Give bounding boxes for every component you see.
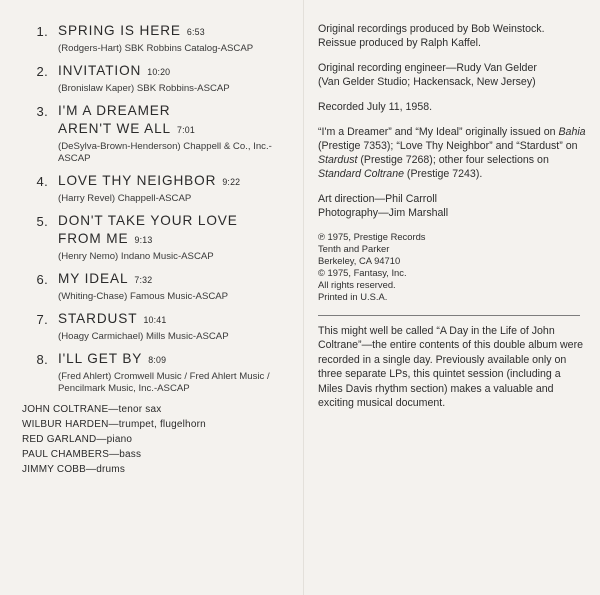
personnel-item: PAUL CHAMBERS—bass — [22, 449, 142, 460]
track-title: INVITATION — [58, 63, 142, 78]
recording-date — [318, 100, 588, 114]
track-time: 10:41 — [143, 315, 167, 325]
track-item — [22, 350, 292, 395]
track-credit: (DeSylva-Brown-Henderson) Chappell & Co., Inc.-ASCAP — [58, 141, 272, 164]
track-number: 2. — [36, 64, 48, 79]
issue-paragraph — [318, 125, 588, 181]
personnel-item: WILBUR HARDEN—trumpet, flugelhorn — [22, 419, 206, 430]
track-title: STARDUST — [58, 311, 138, 326]
recorded-line: Recorded July 11, 1958. — [318, 101, 433, 113]
track-title: SPRING IS HERE — [58, 23, 181, 38]
album-title-stardust: Stardust — [318, 154, 358, 166]
legal-line: © 1975, Fantasy, Inc. — [318, 267, 407, 278]
track-title: DON'T TAKE YOUR LOVE FROM ME — [58, 213, 238, 246]
personnel-item: JIMMY COBB—drums — [22, 464, 126, 475]
legal-line: All rights reserved. — [318, 279, 396, 290]
track-item — [22, 270, 292, 303]
track-credit: (Bronislaw Kaper) SBK Robbins-ASCAP — [58, 83, 230, 94]
personnel-list — [22, 402, 292, 477]
track-number: 4. — [36, 174, 48, 189]
track-credit: (Henry Nemo) Indano Music-ASCAP — [58, 251, 214, 262]
track-number: 5. — [36, 214, 48, 229]
engineer-line: Original recording engineer—Rudy Van Gelder — [318, 62, 537, 74]
engineer-credits — [318, 61, 588, 89]
track-time: 8:09 — [148, 355, 167, 365]
studio-line: (Van Gelder Studio; Hackensack, New Jersey) — [318, 76, 536, 88]
issue-text: (Prestige 7353); “Love Thy Neighbor” and “Stardust” on — [318, 140, 578, 152]
credits-column — [318, 22, 588, 410]
art-direction-line: Art direction—Phil Carroll — [318, 193, 437, 205]
issue-text: (Prestige 7243). — [403, 168, 483, 180]
track-item — [22, 212, 292, 263]
producer-line: Original recordings produced by Bob Weinstock. — [318, 23, 545, 35]
track-credit: (Whiting-Chase) Famous Music-ASCAP — [58, 291, 229, 302]
personnel-item: JOHN COLTRANE—tenor sax — [22, 404, 162, 415]
page-fold — [303, 0, 304, 595]
track-time: 6:53 — [186, 27, 205, 37]
notes-paragraph: This might well be called “A Day in the Life of John Coltrane”—the entire contents of this double album were recorded in a single day. Previously available only on three separate LPs, this quintet session (including a Miles Davis rhythm section) makes a valuable and exciting musical document. — [318, 325, 583, 410]
track-time: 9:22 — [222, 177, 241, 187]
track-title: I'LL GET BY — [58, 351, 143, 366]
track-number: 6. — [36, 272, 48, 287]
photography-line: Photography—Jim Marshall — [318, 207, 449, 219]
track-number: 1. — [36, 24, 48, 39]
album-notes — [318, 324, 588, 410]
track-time: 9:13 — [134, 235, 153, 245]
album-title-standard-coltrane: Standard Coltrane — [318, 168, 404, 180]
design-credits — [318, 192, 588, 220]
track-credit: (Rodgers-Hart) SBK Robbins Catalog-ASCAP — [58, 43, 254, 54]
issue-text: (Prestige 7268); other four selections on — [357, 154, 549, 166]
legal-block — [318, 231, 588, 303]
legal-line: Printed in U.S.A. — [318, 291, 388, 302]
track-title: MY IDEAL — [58, 271, 129, 286]
tracklist-column — [22, 22, 292, 477]
legal-line: ℗ 1975, Prestige Records — [318, 231, 426, 242]
track-number: 3. — [36, 104, 48, 119]
track-title: I'M A DREAMER AREN'T WE ALL — [58, 103, 172, 136]
legal-line: Berkeley, CA 94710 — [318, 255, 401, 266]
track-item — [22, 310, 292, 343]
personnel-item: RED GARLAND—piano — [22, 434, 133, 445]
legal-line: Tenth and Parker — [318, 243, 390, 254]
track-credit: (Harry Revel) Chappell-ASCAP — [58, 193, 192, 204]
producer-credits — [318, 22, 588, 50]
issue-text: “I'm a Dreamer” and “My Ideal” originally issued on — [318, 126, 559, 138]
track-time: 7:01 — [177, 125, 195, 135]
original-issue-info — [318, 125, 588, 181]
track-number: 7. — [36, 312, 48, 327]
track-item — [22, 102, 292, 165]
reissue-producer-line: Reissue produced by Ralph Kaffel. — [318, 37, 481, 49]
track-time: 10:20 — [147, 67, 171, 77]
track-item — [22, 172, 292, 205]
track-time: 7:32 — [134, 275, 153, 285]
track-credit: (Hoagy Carmichael) Mills Music-ASCAP — [58, 331, 229, 342]
track-number: 8. — [36, 352, 48, 367]
track-item — [22, 22, 292, 55]
track-item — [22, 62, 292, 95]
album-title-bahia: Bahia — [558, 126, 586, 138]
section-rule — [318, 315, 580, 316]
track-list — [22, 22, 292, 395]
track-title: LOVE THY NEIGHBOR — [58, 173, 217, 188]
track-credit: (Fred Ahlert) Cromwell Music / Fred Ahlert Music / Pencilmark Music, Inc.-ASCAP — [58, 371, 270, 394]
